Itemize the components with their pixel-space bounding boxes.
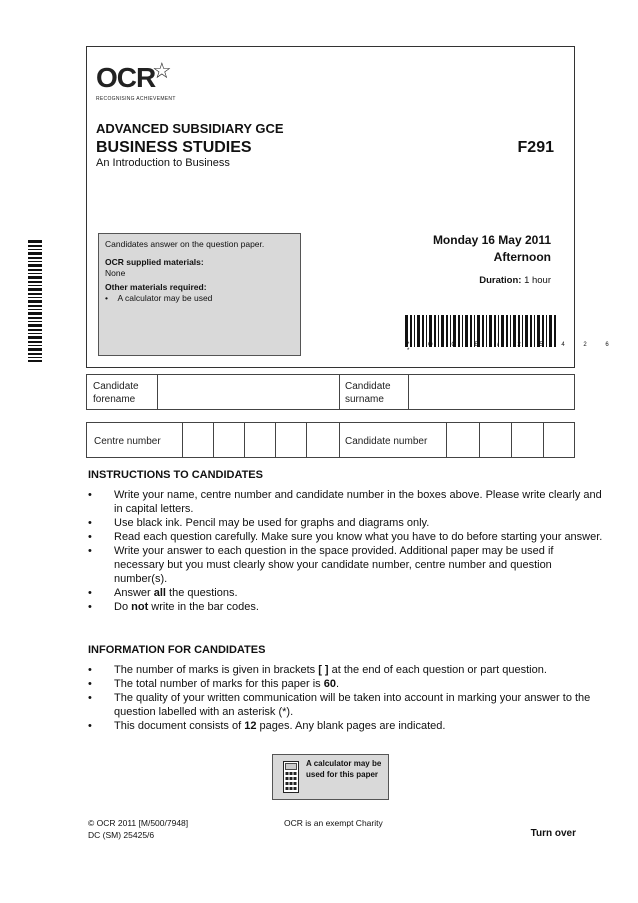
forename-input[interactable] (157, 375, 340, 409)
star-icon: ☆ (152, 58, 172, 83)
list-item: • The number of marks is given in brackets [ ] at the end of each question or part question. (88, 664, 547, 676)
list-item: • Use black ink. Pencil may be used for graphs and diagrams only. (88, 517, 430, 529)
candidate-name-row (86, 374, 575, 410)
candidate-digit-box[interactable] (446, 423, 479, 457)
copyright: © OCR 2011 [M/500/7948] (88, 818, 189, 828)
other-materials-item: • A calculator may be used (105, 293, 213, 303)
list-item: • Answer all the questions. (88, 587, 238, 599)
paper-code: F291 (517, 139, 554, 156)
materials-box (98, 233, 301, 356)
supplied-materials-heading: OCR supplied materials: (105, 257, 204, 267)
ocr-logo: OCR (96, 62, 156, 93)
information-heading: INFORMATION FOR CANDIDATES (88, 644, 266, 656)
list-item: • This document consists of 12 pages. Any blank pages are indicated. (88, 720, 446, 732)
candidate-digit-box[interactable] (511, 423, 543, 457)
centre-number-label: Centre number (94, 436, 161, 447)
candidate-number-label: Candidate number (345, 436, 428, 447)
list-item: • The quality of your written communication will be taken into account in marking your answer to the question labelled with an asterisk (*). (88, 692, 591, 718)
instructions-heading: INSTRUCTIONS TO CANDIDATES (88, 469, 263, 481)
exam-duration: Duration: 1 hour (479, 275, 551, 286)
candidate-number-row (86, 422, 575, 458)
list-item: • Write your name, centre number and candidate number in the boxes above. Please write clearly and in capital letters. (88, 489, 602, 515)
paper-title: BUSINESS STUDIES (96, 139, 252, 156)
forename-label: Candidate forename (93, 381, 139, 405)
centre-digit-box[interactable] (306, 423, 339, 457)
side-barcode (28, 240, 50, 367)
paper-subtitle: An Introduction to Business (96, 157, 230, 169)
information-list (88, 663, 604, 733)
other-materials-heading: Other materials required: (105, 282, 207, 292)
surname-label: Candidate surname (345, 381, 391, 405)
logo-tagline: RECOGNISING ACHIEVEMENT (96, 96, 176, 102)
turn-over: Turn over (530, 828, 576, 839)
centre-digit-box[interactable] (182, 423, 213, 457)
calculator-icon (283, 761, 299, 793)
barcode-digits: * O C E / 2 5 4 2 6 * (407, 342, 618, 354)
centre-digit-box[interactable] (275, 423, 306, 457)
centre-digit-box[interactable] (244, 423, 275, 457)
list-item: • Do not write in the bar codes. (88, 601, 259, 613)
list-item: • The total number of marks for this paper is 60. (88, 678, 340, 690)
list-item: • Write your answer to each question in the space provided. Additional paper may be used if necessary but you must clearly show your candidate number, centre number and question number(s). (88, 545, 554, 585)
qualification: ADVANCED SUBSIDIARY GCE (96, 121, 284, 136)
candidate-digit-box[interactable] (543, 423, 575, 457)
list-item: • Read each question carefully. Make sure you know what you have to do before starting your answer. (88, 531, 603, 543)
calculator-note: A calculator may be used for this paper (306, 759, 382, 779)
exam-session: Afternoon (493, 250, 551, 264)
centre-digit-box[interactable] (213, 423, 244, 457)
exam-date: Monday 16 May 2011 (432, 233, 551, 247)
instructions-list (88, 488, 604, 614)
answer-on-paper-text: Candidates answer on the question paper. (105, 239, 265, 249)
supplied-materials-value: None (105, 268, 126, 278)
candidate-digit-box[interactable] (479, 423, 511, 457)
footer-left (88, 817, 188, 841)
doc-code: DC (SM) 25425/6 (88, 830, 155, 840)
surname-input[interactable] (408, 375, 575, 409)
charity-note: OCR is an exempt Charity (284, 818, 383, 828)
